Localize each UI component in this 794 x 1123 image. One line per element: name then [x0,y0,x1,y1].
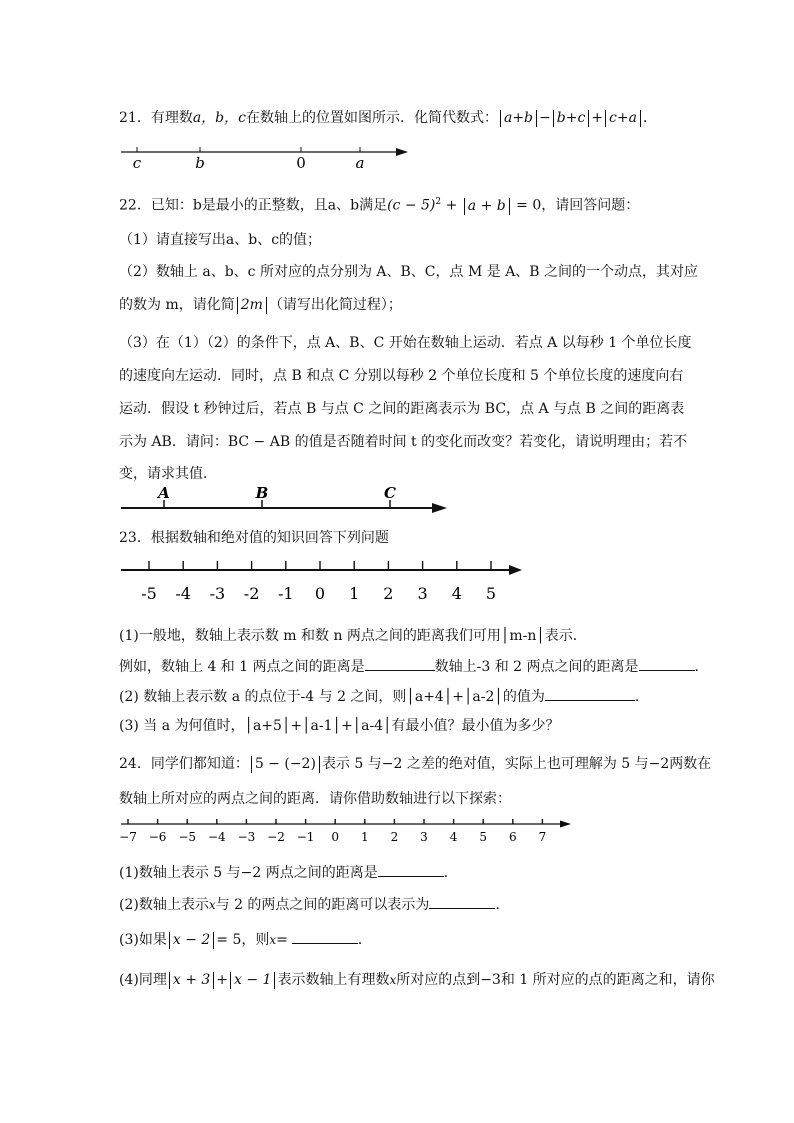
q21-label-0: 0 [296,154,306,172]
q24-sub4-text-b: 表示数轴上有理数 [277,972,390,988]
q24-tick-label-5: −2 [267,830,285,844]
q24-sub4 [119,970,714,990]
q23-tick-label-8: 3 [417,584,428,603]
q24-tick-label-3: −4 [207,830,226,844]
q23-sub1-text-b: 数轴上-3 和 2 两点之间的距离是 [434,659,639,675]
q22-intro-text: 22．已知：b是最小的正整数，且a、b满足 [119,197,388,214]
q24-sub2-end: ． [495,897,510,913]
q22-part3-line1: （3）在（1）（2）的条件下，点 A、B、C 开始在数轴上运动．若点 A 以每秒 1 个单位长度 [119,335,692,351]
q24-sub2-var: x [208,898,216,912]
q23-tick-label-7: 2 [383,584,394,603]
q21-plus: + [591,110,604,126]
q24-sub3-eq: = [276,932,288,948]
q23-tick-label-4: -1 [278,584,294,603]
q23-sub1-text-a: 例如，数轴上 4 和 1 两点之间的距离是 [119,659,365,675]
q23-answer-blank-1[interactable] [365,656,435,671]
q23-title: 23．根据数轴和绝对值的知识回答下列问题 [119,530,389,546]
q24-ticks [119,819,546,844]
q23-answer-blank-3[interactable] [545,686,635,701]
q21-label-a: a [355,154,365,172]
q23-sub2-end: . [634,689,640,705]
q24-answer-blank-3[interactable] [292,929,358,944]
q22-part2-line2 [119,295,714,315]
q22-part3-line5: 变，请求其值． [119,466,217,482]
q24-tick-label-7: 0 [331,830,340,844]
q24-sub2-text-a: (2)数轴上表示 [119,897,209,913]
q21-text: 在数轴上的位置如图所示．化简代数式： [245,110,498,126]
q24-sub4-text-c: 所对应的点到−3和 1 所对应的点的距离之和，请你 [396,972,715,988]
q22-label-B: B [255,484,269,502]
q21-abs-2: b+c [553,110,590,127]
q22-number-line [121,484,447,513]
q24-tick-label-2: −5 [178,830,197,844]
q24-number-line [119,819,571,844]
q22-formula-sup: 2 [435,197,442,207]
q24-intro-text-b: 表示 5 与−2 之差的绝对值，实际上也可理解为 5 与−2两数在 [321,756,712,772]
q23-tick-label-2: -3 [209,584,226,603]
q22-part3-line3: 运动．假设 t 秒钟过后，若点 B 与点 C 之间的距离表示为 BC，点 A 与点 B 之间的距离表 [119,401,685,417]
q23-sub1-line1: (1)一般地，数轴上表示数 m 和数 n 两点之间的距离我们可用│m-n│表示． [119,628,587,644]
q24-intro-line2: 数轴上所对应的两点之间的距离．请你借助数轴进行以下探索： [119,791,511,807]
q24-sub4-abs-2: x − 1 [230,972,275,989]
q22-formula-b: + [441,197,462,214]
q22-part2-text-a: 的数为 m，请化简 [119,297,235,313]
q24-intro-text-a: 24．同学们都知道： [119,756,249,772]
q22-part3-line2: 的速度向左运动．同时，点 B 和点 C 分别以每秒 2 个单位长度和 5 个单位长度的速度向右 [119,368,684,384]
q24-sub2-text-b: 与 2 的两点之间的距离可以表示为 [215,897,430,913]
q23-tick-label-6: 1 [349,584,360,603]
q22-formula-abs: a + b [464,198,510,215]
q21-label-c: c [132,154,142,172]
q24-sub4-var: x [389,973,397,987]
q23-number-line [121,561,522,603]
q24-answer-blank-1[interactable] [378,862,444,877]
q23-tick-label-0: -5 [141,584,157,603]
q21-vars: a，b，c [192,110,246,126]
q22-part2-text-b: （请写出化简过程）； [268,297,402,313]
q22-intro [119,192,714,216]
q23-sub3: (3) 当 a 为何值时，│a+5│+│a-1│+│a-4│有最小值？最小值为多少？ [119,718,560,734]
q21-number: 21．有理数 [119,110,193,126]
q24-sub4-text-a: (4)同理 [119,972,167,988]
q22-formula-c: = 0，请回答问题： [511,197,640,214]
q23-sub1-end: . [694,659,699,675]
q22-part3-line4: 示为 AB．请问：BC − AB 的值是否随着时间 t 的变化而改变？若变化，请说明理由；若不 [119,434,688,450]
q24-sub3-text-a: (3)如果 [119,932,167,948]
q22-label-C: C [384,484,396,502]
q24-sub4-abs-1: x + 3 [169,972,214,989]
q21-label-b: b [195,154,205,172]
q24-sub4-plus: + [216,972,229,988]
q24-tick-label-9: 2 [390,830,399,844]
q21-abs-1: a+b [500,110,537,127]
q24-sub1-end: ． [443,865,458,881]
q24-tick-label-4: −3 [237,830,256,844]
q24-tick-label-10: 3 [420,830,428,844]
q22-part1: （1）请直接写出a、b、c的值； [119,232,322,248]
q24-sub3-text-b: = 5，则 [216,932,270,948]
q24-tick-label-12: 5 [479,830,488,844]
q22-part2-line1: （2）数轴上 a、b、c 所对应的点分别为 A、B、C，点 M 是 A、B 之间的一个动点，其对应 [119,264,699,280]
q24-sub3-abs: x − 2 [169,932,214,949]
q23-tick-label-1: -4 [175,584,191,603]
q24-tick-label-13: 6 [508,830,517,844]
q24-sub1-text: (1)数轴上表示 5 与−2 两点之间的距离是 [119,865,378,881]
q24-sub2 [119,894,714,915]
q23-tick-label-5: 0 [314,584,326,603]
q24-sub1 [119,862,714,883]
q24-tick-label-8: 1 [360,830,369,844]
q23-answer-blank-2[interactable] [639,656,695,671]
q22-part2-abs: 2m [237,297,267,314]
q24-sub3-var: x [269,933,277,947]
q24-tick-label-1: −6 [148,830,167,844]
q24-tick-label-11: 4 [449,830,458,844]
q24-intro-line1 [119,754,714,774]
q21-minus: − [539,110,551,126]
q23-sub2 [119,686,714,707]
q22-label-A: A [158,484,170,502]
q21-abs-3: c+a [605,110,641,127]
q21-end: ． [642,110,657,126]
q21-number-line [121,147,408,172]
q23-ticks [141,561,496,603]
q23-tick-label-9: 4 [451,584,462,603]
q24-answer-blank-2[interactable] [429,894,495,909]
q24-tick-label-0: −7 [119,830,137,844]
q22-formula-a: (c − 5) [387,197,436,214]
q23-sub1-line2 [119,656,714,677]
q24-tick-label-6: −1 [296,830,315,844]
q24-sub3 [119,929,714,950]
q24-tick-label-14: 7 [538,830,547,844]
q23-tick-label-10: 5 [485,584,497,603]
q23-sub2-text: (2) 数轴上表示数 a 的点位于-4 与 2 之间，则│a+4│+│a-2│的值为 [119,689,545,705]
q24-intro-abs: 5 − (−2) [251,756,320,773]
q23-tick-label-3: -2 [243,584,260,603]
q24-sub3-end: ． [357,932,372,948]
